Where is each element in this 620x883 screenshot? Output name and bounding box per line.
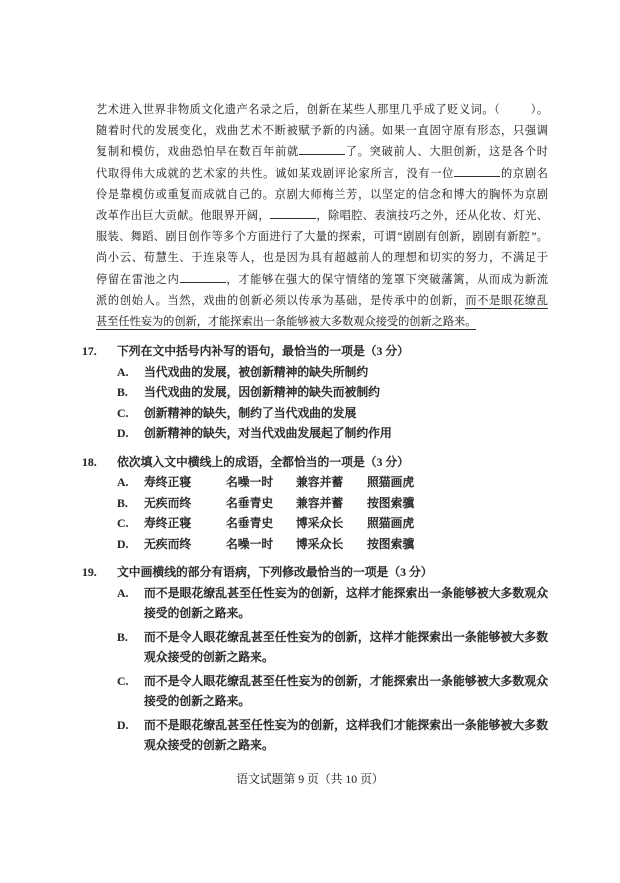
passage-line bbox=[96, 142, 548, 163]
passage-line bbox=[96, 100, 548, 121]
passage-text: 伶是靠模仿或重复而成就自己的。京剧大师梅兰芳，以坚定的信念和博大的胸怀为京剧 bbox=[96, 188, 548, 201]
passage-text: ，才能够在强大的保守情绪的笼罩下突破藩篱，从而成为新流 bbox=[225, 273, 548, 286]
question-19-header bbox=[82, 562, 548, 583]
option-17A bbox=[117, 362, 548, 383]
passage-line bbox=[96, 121, 548, 142]
option-18B bbox=[117, 493, 548, 514]
question-19-stem: 文中画横线的部分有语病，下列修改最恰当的一项是（3 分） bbox=[117, 565, 433, 580]
idiom-18B-1: 无疾而终 bbox=[144, 495, 192, 510]
passage-text: 停留在雷池之内 bbox=[96, 273, 180, 286]
passage-line bbox=[96, 206, 548, 227]
question-17-options bbox=[117, 362, 548, 444]
question-17-number: 17. bbox=[82, 344, 97, 359]
passage-text: 代取得伟大成就的艺术家的共性。诚如某戏剧评论家所言，没有一位 bbox=[96, 167, 455, 180]
option-19C bbox=[117, 671, 548, 712]
option-label-19B: B. bbox=[117, 629, 128, 644]
fill-in-blank-line bbox=[180, 271, 226, 283]
passage-text: ）。 bbox=[530, 104, 549, 116]
idiom-18B-2: 名垂青史 bbox=[226, 495, 274, 510]
idiom-18B-4: 按图索骥 bbox=[367, 495, 415, 510]
option-19D bbox=[117, 715, 548, 756]
passage-line bbox=[96, 291, 548, 312]
passage-text: 复制和模仿，戏曲恐怕早在数百年前就 bbox=[96, 146, 299, 159]
question-17-header bbox=[82, 341, 548, 362]
passage-text: 的京剧名 bbox=[500, 167, 548, 180]
question-list bbox=[82, 341, 548, 756]
bracket-blank-gap bbox=[500, 112, 530, 113]
option-19B bbox=[117, 627, 548, 668]
question-18-options bbox=[117, 472, 548, 554]
passage-line bbox=[96, 227, 548, 248]
option-label-17A: A. bbox=[117, 364, 129, 379]
option-17C bbox=[117, 403, 548, 424]
option-text-17B: 当代戏曲的发展，因创新精神的缺失而被制约 bbox=[144, 385, 380, 400]
passage-text: ，除唱腔、表演技巧之外，还从化妆、灯光、 bbox=[316, 209, 548, 222]
passage-line bbox=[96, 164, 548, 185]
passage bbox=[96, 100, 548, 333]
option-label-19D: D. bbox=[117, 717, 129, 732]
option-text-19B: 而不是令人眼花缭乱甚至任性妄为的创新，这样才能探索出一条能够被大多数观众接受的创新之路来。 bbox=[144, 629, 548, 665]
option-text-19A: 而不是眼花缭乱甚至任性妄为的创新，这样才能探索出一条能够被大多数观众接受的创新之路来。 bbox=[144, 585, 548, 621]
option-label-18A: A. bbox=[117, 475, 129, 490]
option-label-17C: C. bbox=[117, 405, 129, 420]
underlined-text: 甚至任性妄为的创新，才能探索出一条能够被大多数观众接受的创新之路来。 bbox=[96, 316, 476, 331]
question-19-number: 19. bbox=[82, 565, 97, 580]
option-label-17B: B. bbox=[117, 385, 128, 400]
option-label-18C: C. bbox=[117, 516, 129, 531]
option-label-19C: C. bbox=[117, 673, 129, 688]
option-label-19A: A. bbox=[117, 585, 129, 600]
question-19 bbox=[82, 562, 548, 756]
passage-text: 尚小云、荀慧生、于连泉等人，也是因为具有超越前人的理想和切实的努力，不满足于 bbox=[96, 252, 548, 265]
underlined-text: 而不是眼花缭乱 bbox=[465, 295, 548, 310]
option-18D bbox=[117, 534, 548, 555]
fill-in-blank-line bbox=[270, 207, 316, 219]
question-18-number: 18. bbox=[82, 454, 97, 469]
passage-line bbox=[96, 185, 548, 206]
option-label-17D: D. bbox=[117, 426, 129, 441]
option-17D bbox=[117, 423, 548, 444]
option-text-17C: 创新精神的缺失，制约了当代戏曲的发展 bbox=[144, 405, 357, 420]
idiom-18C-2: 名垂青史 bbox=[226, 516, 274, 531]
option-text-17D: 创新精神的缺失，对当代戏曲发展起了制约作用 bbox=[144, 426, 392, 441]
option-text-19C: 而不是令人眼花缭乱甚至任性妄为的创新，才能探索出一条能够被大多数观众接受的创新之路来。 bbox=[144, 673, 548, 709]
passage-line bbox=[96, 312, 548, 333]
passage-text: 派的创始人。当然，戏曲的创新必须以传承为基础，是传承中的创新， bbox=[96, 294, 466, 307]
option-19A bbox=[117, 583, 548, 624]
idiom-18D-1: 无疾而终 bbox=[144, 536, 192, 551]
option-text-17A: 当代戏曲的发展，被创新精神的缺失所制约 bbox=[144, 364, 369, 379]
idiom-18A-4: 照猫画虎 bbox=[367, 475, 415, 490]
passage-line bbox=[96, 270, 548, 291]
option-label-18B: B. bbox=[117, 495, 128, 510]
passage-line bbox=[96, 248, 548, 269]
passage-text: 服装、舞蹈、剧目创作等多个方面进行了大量的探索，可谓“剧剧有创新，剧剧有新腔”。 bbox=[96, 231, 548, 244]
idiom-18D-4: 按图索骥 bbox=[367, 536, 415, 551]
idiom-18A-2: 名噪一时 bbox=[226, 475, 274, 490]
fill-in-blank-line bbox=[299, 144, 345, 156]
passage-text: 改革作出巨大贡献。他眼界开阔， bbox=[96, 209, 270, 222]
page-footer bbox=[0, 770, 620, 787]
question-18-stem: 依次填入文中横线上的成语，全都恰当的一项是（3 分） bbox=[117, 454, 409, 469]
option-18C bbox=[117, 513, 548, 534]
idiom-18D-2: 名噪一时 bbox=[226, 536, 274, 551]
idiom-18C-4: 照猫画虎 bbox=[367, 516, 415, 531]
idiom-18B-3: 兼容并蓄 bbox=[296, 495, 344, 510]
idiom-18C-1: 寿终正寝 bbox=[144, 516, 192, 531]
question-17 bbox=[82, 341, 548, 444]
passage-text: 了。突破前人、大胆创新，这是各个时 bbox=[345, 146, 548, 159]
page-footer-text: 语文试题第 9 页（共 10 页） bbox=[236, 771, 384, 786]
idiom-18D-3: 博采众长 bbox=[296, 536, 344, 551]
option-text-19D: 而不是眼花缭乱甚至任性妄为的创新，这样我们才能探索出一条能够被大多数观众接受的创新之路来。 bbox=[144, 717, 548, 753]
passage-text: 随着时代的发展变化，戏曲艺术不断被赋予新的内涵。如果一直固守原有形态，只强调 bbox=[96, 125, 548, 138]
option-17B bbox=[117, 382, 548, 403]
fill-in-blank-line bbox=[454, 165, 500, 177]
option-label-18D: D. bbox=[117, 536, 129, 551]
idiom-18A-1: 寿终正寝 bbox=[144, 475, 192, 490]
idiom-18C-3: 博采众长 bbox=[296, 516, 344, 531]
option-18A bbox=[117, 472, 548, 493]
question-19-options bbox=[117, 583, 548, 756]
question-18-header bbox=[82, 452, 548, 473]
passage-text: 艺术进入世界非物质文化遗产名录之后，创新在某些人那里几乎成了贬义词。（ bbox=[96, 104, 501, 116]
idiom-18A-3: 兼容并蓄 bbox=[296, 475, 344, 490]
question-18 bbox=[82, 452, 548, 555]
question-17-stem: 下列在文中括号内补写的语句，最恰当的一项是（3 分） bbox=[117, 344, 409, 359]
